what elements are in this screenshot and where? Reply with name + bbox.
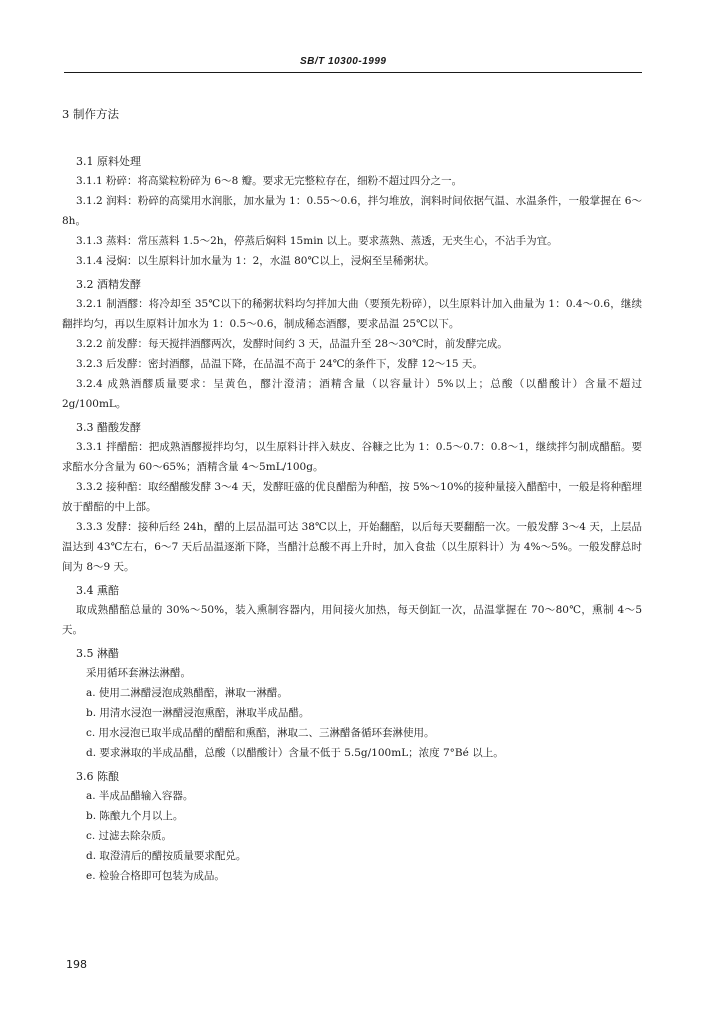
paragraph-3-4: 取成熟醋醅总量的 30%～50%，装入熏制容器内，用间接火加热，每天倒缸一次，品温掌握在 70～80℃，熏制 4～5 天。 — [62, 604, 642, 636]
paragraph-3-1-3: 3.1.3 蒸料：常压蒸料 1.5～2h，停蒸后焖料 15min 以上。要求蒸熟、蒸透，无夹生心，不沾手为宜。 — [76, 235, 558, 247]
section-3-6-heading: 3.6 陈酿 — [76, 770, 119, 783]
list-item: c. 用水浸泡已取半成品醋的醋醅和熏醅，淋取二、三淋醋备循环套淋使用。 — [86, 727, 435, 739]
paragraph-3-2-1: 3.2.1 制酒醪：将冷却至 35℃以下的稀粥状料均匀拌加大曲（要预先粉碎），以生原料计加入曲量为 1：0.4～0.6，继续翻拌均匀，再以生原料计加水为 1：0.5～0.6，制成稀态酒醪，要求品温 25℃以下。 — [62, 298, 642, 330]
paragraph-3-3-3: 3.3.3 发酵：接种后经 24h，醋的上层品温可达 38℃以上，开始翻醅，以后每天要翻醅一次。一般发酵 3～4 天，上层品温达到 43℃左右，6～7 天后品温逐渐下降，当醋汁总酸不再上升时，加入食盐（以生原料计）为 4%～5%。一般发酵总时间为 8～9 天。 — [62, 521, 642, 573]
paragraph-3-1-4: 3.1.4 浸焖：以生原料计加水量为 1：2，水温 80℃以上，浸焖至呈稀粥状。 — [76, 255, 435, 267]
paragraph-3-1-1: 3.1.1 粉碎：将高粱粒粉碎为 6～8 瓣。要求无完整粒存在，细粉不超过四分之一。 — [76, 175, 463, 187]
section-3-5-heading: 3.5 淋醋 — [76, 647, 119, 660]
section-3-3-heading: 3.3 醋酸发酵 — [76, 421, 141, 434]
list-item: d. 要求淋取的半成品醋，总酸（以醋酸计）含量不低于 5.5g/100mL；浓度 7°Bé 以上。 — [86, 747, 504, 759]
list-item: c. 过滤去除杂质。 — [86, 830, 173, 842]
paragraph-3-2-3: 3.2.3 后发酵：密封酒醪，品温下降，在品温不高于 24℃的条件下，发酵 12～15 天。 — [76, 358, 483, 370]
paragraph-3-2-4: 3.2.4 成熟酒醪质量要求：呈黄色，醪汁澄清；酒精含量（以容量计）5%以上；总酸（以醋酸计）含量不超过 2g/100mL。 — [62, 378, 642, 410]
section-3-2-heading: 3.2 酒精发酵 — [76, 278, 141, 291]
list-item: d. 取澄清后的醋按质量要求配兑。 — [86, 850, 247, 862]
list-item: a. 使用二淋醋浸泡成熟醋醅，淋取一淋醋。 — [86, 687, 288, 699]
section-3-1-heading: 3.1 原料处理 — [76, 155, 141, 168]
document-body — [62, 104, 642, 886]
standard-code: SB/T 10300-1999 — [300, 56, 387, 67]
paragraph-3-2-2: 3.2.2 前发酵：每天搅拌酒醪两次，发酵时间约 3 天，品温升至 28～30℃时，前发酵完成。 — [76, 338, 508, 350]
paragraph-3-1-2: 3.1.2 润料：粉碎的高粱用水润胀，加水量为 1：0.55～0.6，拌匀堆放，润料时间依据气温、水温条件，一般掌握在 6～8h。 — [62, 195, 642, 227]
list-item: a. 半成品醋输入容器。 — [86, 790, 194, 802]
list-item: b. 用清水浸泡一淋醋浸泡熏醅，淋取半成品醋。 — [86, 707, 310, 719]
section-3-4-heading: 3.4 熏醅 — [76, 584, 119, 597]
paragraph-3-3-2: 3.3.2 接种醅：取经醋酸发酵 3～4 天，发酵旺盛的优良醋醅为种醅，按 5%～10%的接种量接入醋醅中，一般是将种醅埋放于醋醅的中上部。 — [62, 481, 642, 513]
list-item: e. 检验合格即可包装为成品。 — [86, 870, 225, 882]
header-divider — [64, 72, 642, 73]
list-item: b. 陈酿九个月以上。 — [86, 810, 184, 822]
page-number: 198 — [66, 958, 87, 971]
section-3-5-intro: 采用循环套淋法淋醋。 — [86, 667, 191, 679]
section-3-title: 3 制作方法 — [62, 107, 119, 121]
paragraph-3-3-1: 3.3.1 拌醋醅：把成熟酒醪搅拌均匀，以生原料计拌入麸皮、谷糠之比为 1：0.5～0.7：0.8～1，继续拌匀制成醋醅。要求醅水分含量为 60～65%；酒精含量 4～5mL/100g。 — [62, 441, 642, 473]
